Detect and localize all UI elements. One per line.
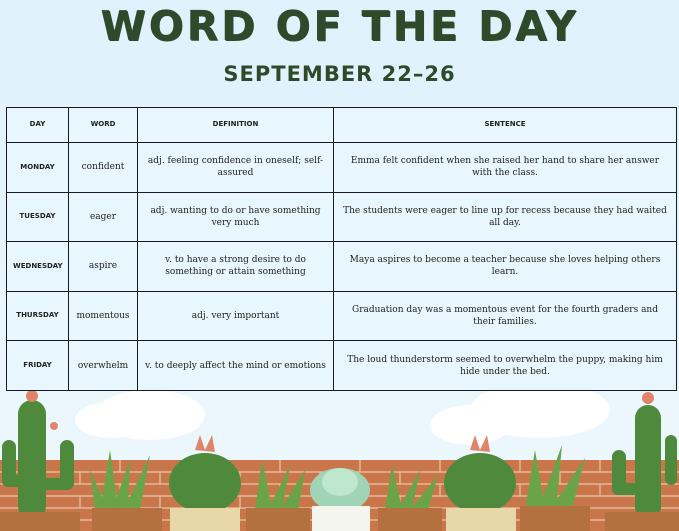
- succulent-icon: [310, 468, 370, 531]
- sentence-cell: Maya aspires to become a teacher because she loves helping others learn.: [334, 242, 677, 292]
- sentence-cell: The loud thunderstorm seemed to overwhelm the puppy, making him hide under the bed.: [334, 341, 677, 391]
- definition-cell: adj. wanting to do or have something very much: [138, 192, 334, 242]
- day-cell: TUESDAY: [7, 192, 69, 242]
- table-row: [7, 291, 677, 341]
- sentence-cell: Graduation day was a momentous event for the fourth graders and their families.: [334, 291, 677, 341]
- cactus-garden-illustration: [0, 380, 679, 531]
- column-header-definition: DEFINITION: [138, 108, 334, 143]
- definition-cell: adj. very important: [138, 291, 334, 341]
- column-header-day: DAY: [7, 108, 69, 143]
- date-range-subtitle: SEPTEMBER 22–26: [223, 62, 456, 86]
- day-cell: MONDAY: [7, 143, 69, 193]
- definition-cell: adj. feeling confidence in oneself; self-assured: [138, 143, 334, 193]
- word-cell: aspire: [69, 242, 138, 292]
- column-header-sentence: SENTENCE: [334, 108, 677, 143]
- page-title: WORD OF THE DAY: [100, 2, 579, 50]
- word-cell: confident: [69, 143, 138, 193]
- word-of-the-day-table: [6, 107, 677, 391]
- day-cell: WEDNESDAY: [7, 242, 69, 292]
- word-cell: eager: [69, 192, 138, 242]
- round-cactus-icon: [444, 435, 516, 531]
- word-cell: overwhelm: [69, 341, 138, 391]
- table-row: [7, 242, 677, 292]
- table-row: [7, 341, 677, 391]
- round-cactus-icon: [169, 435, 241, 531]
- table-header-row: [7, 108, 677, 143]
- word-cell: momentous: [69, 291, 138, 341]
- table-row: [7, 143, 677, 193]
- day-cell: FRIDAY: [7, 341, 69, 391]
- column-header-word: WORD: [69, 108, 138, 143]
- sentence-cell: The students were eager to line up for recess because they had waited all day.: [334, 192, 677, 242]
- definition-cell: v. to have a strong desire to do something or attain something: [138, 242, 334, 292]
- day-cell: THURSDAY: [7, 291, 69, 341]
- cloud-icon: [75, 382, 610, 445]
- definition-cell: v. to deeply affect the mind or emotions: [138, 341, 334, 391]
- table-row: [7, 192, 677, 242]
- sentence-cell: Emma felt confident when she raised her hand to share her answer with the class.: [334, 143, 677, 193]
